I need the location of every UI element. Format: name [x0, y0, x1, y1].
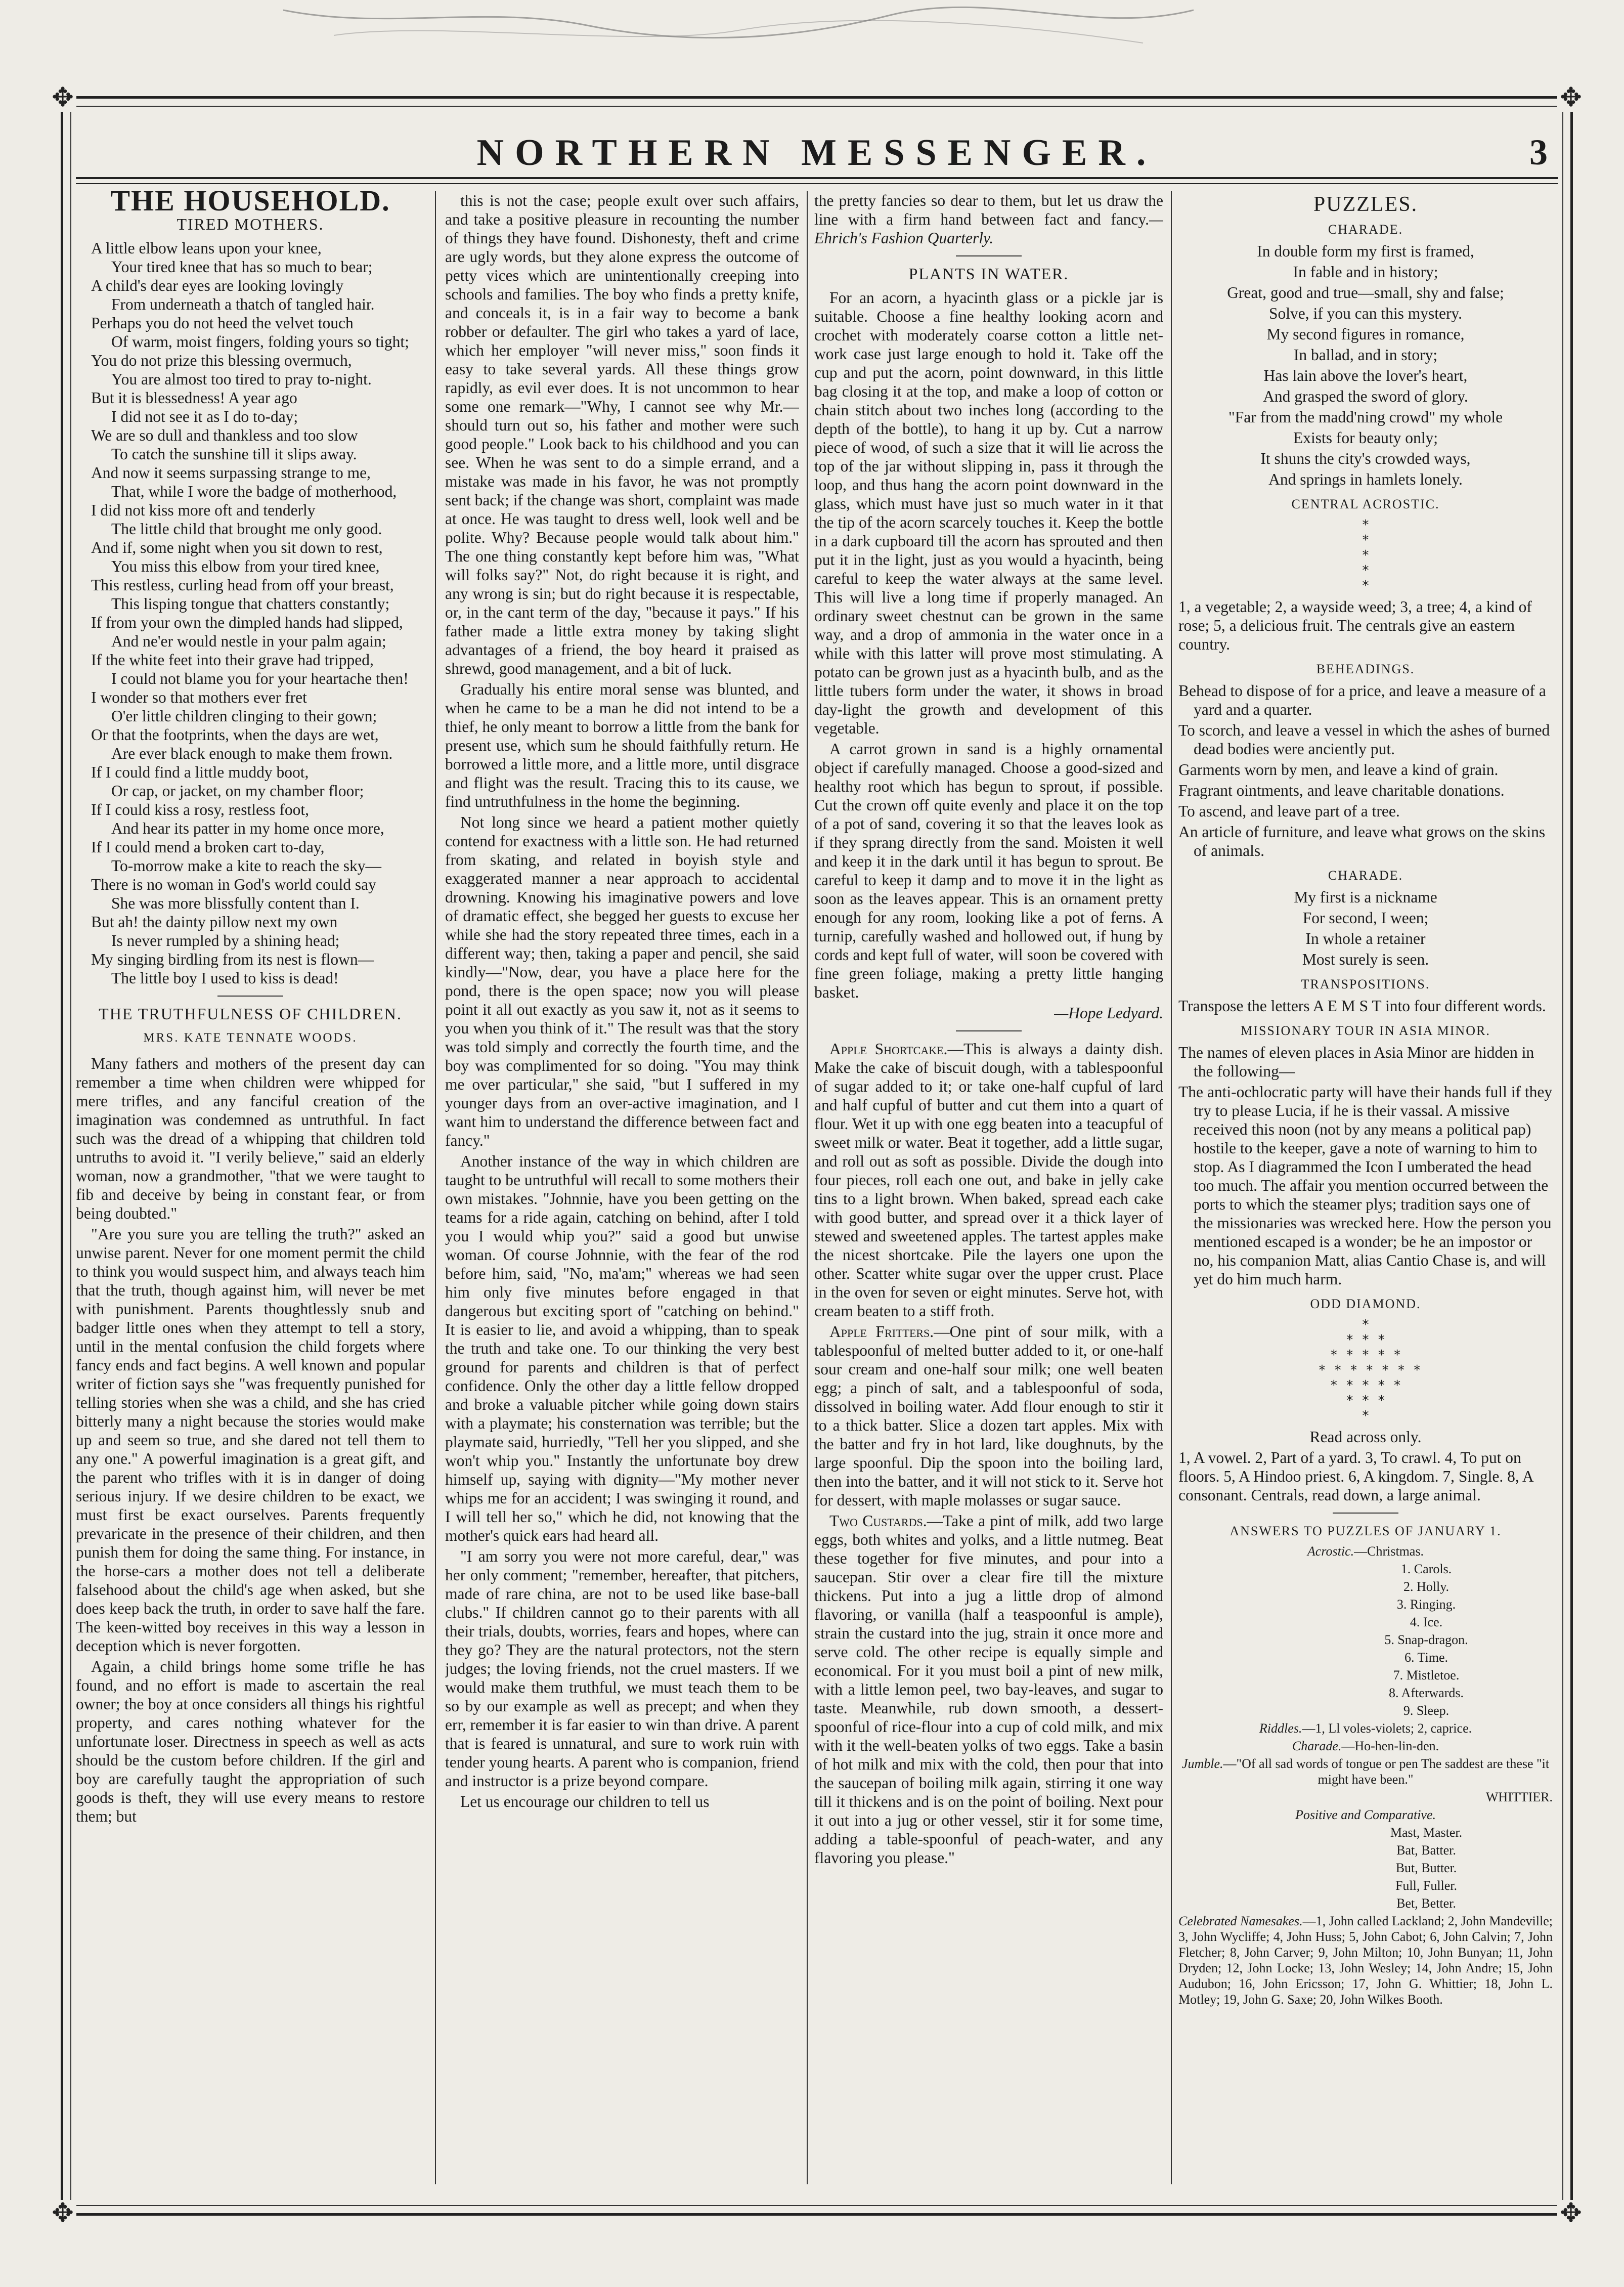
poem-line: But ah! the dainty pillow next my own [91, 913, 338, 931]
poem-line: This lisping tongue that chatters constantly; [111, 595, 390, 613]
acrostic-answer-list [1178, 1561, 1553, 1718]
poem-line: You do not prize this blessing overmuch, [91, 352, 352, 369]
verse-line: Great, good and true—small, shy and false; [1227, 284, 1504, 301]
verse-line: In double form my first is framed, [1257, 242, 1474, 260]
poem-line: She was more blissfully content than I. [111, 894, 360, 912]
verse-line: Exists for beauty only; [1293, 429, 1438, 447]
answer-item: 7. Mistletoe. [1393, 1668, 1460, 1682]
answer-item: 8. Afterwards. [1388, 1686, 1464, 1700]
poem-line: I wonder so that mothers ever fret [91, 688, 307, 706]
poem-line: The little boy I used to kiss is dead! [111, 969, 339, 987]
poem-line: If I could find a little muddy boot, [91, 763, 309, 781]
recipe-text: —Take a pint of milk, add two large eggs, both whites and yolks, and a little nutmeg. Beat these together for five minutes, and pour into a saucepan. Stir over a clear fire till the mixture thickens. Put into a jug a little drop of almond flavoring, or vanilla (half a teaspoonful is ample), strain the custard into the jug, strain it once more and serve cold. The other recipe is equally simple and economical. For it you must boil a pint of new milk, with a little lemon peel, two bay-leaves, and sugar to taste. Meanwhile, rub down smooth, a dessert-spoonful of rice-flour into a cup of cold milk, and mix with it the well-beaten yolks of two eggs. Take a basin of hot milk and mix with the cold, then pour that into the saucepan of boiling milk again, stirring it one way till it thickens and is on the point of boiling. Next pour it out into a jug or other vessel, stir it for some time, adding a table-spoonful of peach-water, and any flavoring you please." [814, 1512, 1163, 1867]
poem-line: If I could mend a broken cart to-day, [91, 838, 325, 856]
poem-line: Or cap, or jacket, on my chamber floor; [111, 782, 364, 800]
page-number: 3 [1529, 132, 1548, 172]
recipe-text: —This is always a dainty dish. Make the cake of biscuit dough, with a tablespoonful of sugar added to it; or take one-half cupful of lard and half cupful of butter and cut them into a quart of flour. Wet it up with one egg beaten into a teacupful of sweet milk or water. Beat it together, add a little sugar, and roll out as soft as possible. Divide the dough into four pieces, roll each one out, and bake in jelly cake tins to a light brown. When baked, spread each cake with good butter, and spread over it a thick layer of stewed and sweetened apples. The tartest apples make the nicest shortcake. Pile the layers one upon the other. Scatter white sugar over the upper crust. Place in the oven for seven or eight minutes. Serve hot, with cream beaten to a stiff froth. [814, 1040, 1163, 1320]
verse-line: Solve, if you can this mystery. [1268, 305, 1463, 322]
corner-ornament-icon: ✥ [1557, 84, 1585, 112]
paragraph: Another instance of the way in which children are taught to be untruthful will recall to some mothers their own mistakes. "Johnnie, have you been getting on the teams for a ride again, catching on behind, after I told you I would whip you?" said a good but unwise woman. Of course Johnnie, with the fear of the rod before him, said, "No, ma'am;" whereas we had seen him only five minutes before engaged in that dangerous but exciting sport of "catching on behind." It is easier to lie, and avoid a whipping, than to speak the truth and take one. To our thinking the very best ground for parents and children is that of perfect confidence. Only the other day a little fellow dropped and broke a valuable pitcher while going down stairs with a playmate; his consternation was terrible; but the playmate said, hurriedly, "Tell her you slipped, and she won't whip you." Instantly the unfortunate boy drew himself up, saying with dignity—"My mother never whips me for an accident; I was swinging it round, and I will tell her so," which he did, not knowing that the mother's quick ears had heard all. [445, 1152, 799, 1544]
poem-line: If from your own the dimpled hands had slipped, [91, 614, 403, 631]
paragraph: The names of eleven places in Asia Minor are hidden in the following— [1178, 1044, 1534, 1080]
transpositions-heading: TRANSPOSITIONS. [1301, 977, 1430, 991]
missionary-heading: MISSIONARY TOUR IN ASIA MINOR. [1241, 1023, 1490, 1038]
paragraph: For an acorn, a hyacinth glass or a pickle jar is suitable. Choose a fine healthy looking acorn and crochet with moderately coarse cotton a little net-work case just large enough to hold it. Take off the cup and put the acorn, point downward, in this little bag closing it at the top, and make a loop of cotton or chain stitch about two inches long (according to the depth of the bottle), to hang it up by. Cut a narrow piece of wood, of such a size that it will lie across the top of the jar without slipping in, pass it through the loop, and thus hang the acorn point downward in the glass, which must have just so much water in it that the tip of the acorn scarcely touches it. Keep the bottle in a dark cupboard till the acorn has sprouted and then put it in the light, just as you would a hyacinth, being careful to keep the water always at the same level. This will live a long time if properly managed. An ordinary sweet chestnut can be grown in the same way, and a drop of ammonia in the water once in a while with this latter will prove most stimulating. A potato can be grown just as a hyacinth bulb, and as the little tubers form under the water, it shows in broad day-light the growth and development of this vegetable. [814, 289, 1163, 737]
beheading-clue: To scorch, and leave a vessel in which the ashes of burned dead bodies were anciently put. [1178, 721, 1550, 758]
paragraph: Gradually his entire moral sense was blunted, and when he came to be a man he did not intend to be a thief, he only meant to borrow a little from the bank for present use, which sum he should faithfully return. He borrowed a little more, and a little more, until disgrace and flight was the result. Tracing this to its cause, we find untruthfulness in the home the beginning. [445, 680, 799, 810]
plants-article [814, 288, 1163, 1002]
section-title: THE HOUSEHOLD. [110, 191, 390, 217]
poem-title: TIRED MOTHERS. [177, 215, 324, 233]
beheading-clue: Garments worn by men, and leave a kind of grain. [1178, 761, 1499, 779]
poem-line: Or that the footprints, when the days are wet, [91, 726, 379, 744]
missionary-text [1178, 1043, 1553, 1288]
article-body-continued [445, 191, 799, 1811]
diamond-clues: 1, A vowel. 2, Part of a yard. 3, To crawl. 4, To put on floors. 5, A Hindoo priest. 6, A kingdom. 7, Single. 8, A consonant. Centrals, read down, a large animal. [1178, 1449, 1533, 1504]
article-conclusion: the pretty fancies so dear to them, but let us draw the line with a firm hand between fact and fancy.—Ehrich's Fashion Quarterly. [814, 192, 1163, 247]
column-3 [814, 191, 1163, 2184]
plants-signature: —Hope Ledyard. [1054, 1004, 1163, 1022]
acrostic-heading: CENTRAL ACROSTIC. [1291, 497, 1440, 511]
verse-line: It shuns the city's crowded ways, [1260, 450, 1471, 467]
column-2 [445, 191, 799, 2184]
poem-line: And ne'er would nestle in your palm again; [111, 632, 386, 650]
poem-line: A child's dear eyes are looking lovingly [91, 277, 344, 294]
separator [956, 1030, 1022, 1031]
poem-line: But it is blessedness! A year ago [91, 389, 297, 407]
poem-line: From underneath a thatch of tangled hair. [111, 295, 375, 313]
poem-line: I did not see it as I do to-day; [111, 408, 298, 425]
beheading-clue: To ascend, and leave part of a tree. [1178, 802, 1400, 820]
beheadings-list [1178, 681, 1553, 860]
answer-item: 2. Holly. [1403, 1579, 1450, 1594]
beheading-clue: Fragrant ointments, and leave charitable donations. [1178, 782, 1505, 799]
article-body [76, 1054, 425, 1826]
recipe [814, 1322, 1163, 1509]
poem-line: The little child that brought me only good. [111, 520, 382, 538]
answer-item: 5. Snap-dragon. [1384, 1632, 1468, 1647]
poem-line: You miss this elbow from your tired knee, [111, 557, 380, 575]
recipe [814, 1040, 1163, 1320]
answer-item: 3. Ringing. [1396, 1597, 1456, 1612]
beheading-clue: An article of furniture, and leave what grows on the skins of animals. [1178, 823, 1546, 859]
answers: Acrostic.—Christmas. 1. Carols. 2. Holly. 3. Ringing. 4. Ice. 5. Snap-dragon. 6. Time. 7. Mistletoe. 8. Afterwards. 9. Sleep. Riddles.—1, Ll voles-violets; 2, caprice. Charade.—Ho-hen-lin-den. Jumble.—"Of all sad words of tongue or pen The saddest are these "it might have been." WHITTIER. Positive and Comparative. Mast, Master. Bat, Batter. But, Butter. Full, Fuller. Bet, Better. Celebrated Namesakes.—1, John called Lackland; 2, John Mandeville; 3, John Wycliffe; 4, John Huss; 5, John Cabot; 6, John Calvin; 7, John Fletcher; 8, John Carver; 9, John Milton; 10, John Bunyan; 11, John Dryden; 12, John Locke; 13, John Wesley; 14, John Andre; 15, John Audubon; 16, John Ericsson; 17, John G. Whittier; 18, John L. Motley; 19, John G. Saxe; 20, John Wilkes Booth. [1178, 1544, 1553, 2007]
recipe-title: Apple Fritters. [829, 1323, 934, 1341]
corner-ornament-icon: ✥ [49, 2200, 76, 2227]
plants-title: PLANTS IN WATER. [908, 265, 1069, 283]
recipes [814, 1040, 1163, 1867]
answer-item: Full, Fuller. [1395, 1878, 1458, 1893]
answer-item: Bat, Batter. [1396, 1843, 1456, 1858]
top-edge-bleed [283, 0, 1194, 56]
answer-item: Mast, Master. [1390, 1825, 1463, 1840]
verse-line: For second, I ween; [1302, 909, 1429, 927]
paragraph: this is not the case; people exult over such affairs, and take a positive pleasure in recounting the number of things they have found. Dishonesty, theft and crime are ugly words, but they alone express the outcome of petty vices which are unintentionally creeping into schools and families. The boy who finds a pretty knife, and conceals it, is in a fair way to become a bank robber or defaulter. The girl who takes a yard of lace, which her employer "will never miss," soon finds it easy to take several yards. All these things grow rapidly, as evil ever does. It is not uncommon to hear some one remark—"Why, I cannot see why Mr.— should turn out so, his father and mother were such good people." Look back to his childhood and you can see. When he was sent to do a simple errand, and a mistake was made in his favor, he was not promptly sent back; if the change was short, complaint was made at once. He was taught to dress well, look well and be polite. Why? Because people would talk about him." The one thing constantly kept before him was, "What will folks say?" Not, do right because it is right, and any wrong is sin; but do right because it is respectable, or, in the cant term of the day, "because it pays." If his father made a little extra money by taking slight advantages of a friend, the boy heard it praised as shrewd, good management, and a bit of luck. [445, 192, 799, 677]
column-4 [1178, 191, 1553, 2184]
paragraph: Not long since we heard a patient mother quietly contend for exactness with a little son. He had returned from skating, and related in boyish style and exaggerated manner a near approach to accidental drowning. Knowing his imaginative powers and love of dramatic effect, she begged her guests to excuse her while she had the story repeated three times, each in a different way; then, taking a paper and pencil, she said kindly—"Now, dear, you have a place here for the pond, there is the open space; now you will please point it all out exactly as you saw it, not as it seems to you when you think of it." The result was that the story was told simply and correctly the fourth time, and the boy was complimented for so doing. "You may think me over particular," she said, "but I suffered in my younger days from an over-active imagination, and I want him to understand the difference between fact and fancy." [445, 813, 799, 1149]
transpositions-text: Transpose the letters A E M S T into four different words. [1178, 997, 1546, 1015]
verse-line: In whole a retainer [1305, 930, 1426, 947]
poem-line: My singing birdling from its nest is flown— [91, 951, 374, 968]
recipe-text: —One pint of sour milk, with a tablespoonful of melted butter added to it, or one-half sour cream and one-half sour milk; one well beaten egg; a pinch of salt, and a tablespoonful of soda, dissolved in boiling water. Add flour enough to stir it to a thick batter. Slice a dozen tart apples. Mix with the batter and fry in hot lard, like doughnuts, by the large spoonful. Dip the spoon into the boiling lard, then into the batter, and it will not stick to it. Serve hot for dessert, with maple molasses or sugar sauce. [814, 1323, 1163, 1509]
answer-item: 9. Sleep. [1403, 1703, 1450, 1718]
poem-line: I could not blame you for your heartache then! [111, 670, 409, 687]
answers-heading: ANSWERS TO PUZZLES OF JANUARY 1. [1230, 1524, 1502, 1538]
masthead-rule-thin [76, 183, 1558, 184]
poem-line: Are ever black enough to make them frown. [111, 745, 393, 762]
column-divider [435, 191, 436, 2184]
poem-line: And hear its patter in my home once more, [111, 819, 384, 837]
verse-line: And springs in hamlets lonely. [1268, 470, 1463, 488]
diamond-note: Read across only. [1309, 1428, 1422, 1446]
beheading-clue: Behead to dispose of for a price, and leave a measure of a yard and a quarter. [1178, 682, 1546, 718]
paragraph: Again, a child brings home some trifle he has found, and no effort is made to ascertain the real owner; the boy at once considers all things his rightful property, and cares nothing whatever for the unfortunate loser. Directness in speech as well as acts should be the custom before children. If the girl and boy are carefully taught the appropriation of such goods is theft, they will use every means to restore them; but [76, 1658, 425, 1825]
masthead [76, 132, 1558, 177]
verse-line: Most surely is seen. [1302, 951, 1429, 968]
positive-answer-list [1178, 1825, 1553, 1911]
diamond-heading: ODD DIAMOND. [1310, 1297, 1421, 1311]
poem-line: Perhaps you do not heed the velvet touch [91, 314, 354, 332]
answer-item: 4. Ice. [1410, 1615, 1443, 1629]
charade-verse [1178, 242, 1553, 489]
paragraph: A carrot grown in sand is a highly ornamental object if carefully managed. Choose a good-sized and healthy root which has begun to sprout, if possible. Cut the crown off quite evenly and place it on the top of a pot of sand, covering it so that the leaves look as if they sprang directly from the sand. Moisten it well and keep it in the dark until it has begun to sprout. Be careful to keep it damp and to move it in the light as soon as the leaves appear. This is an ornament pretty enough for any room, looking like a pot of ferns. A turnip, carefully washed and hollowed out, if hung by cords and kept full of water, will soon be covered with fine green foliage, making a pretty little hanging basket. [814, 740, 1163, 1001]
poem-line: And if, some night when you sit down to rest, [91, 539, 383, 556]
article-byline: MRS. KATE TENNATE WOODS. [143, 1031, 358, 1045]
poem-line: And now it seems surpassing strange to me, [91, 464, 371, 482]
answer-item: 6. Time. [1404, 1650, 1448, 1665]
column-divider [1171, 191, 1172, 2184]
poem-line: If the white feet into their grave had tripped, [91, 651, 374, 669]
verse-line: My first is a nickname [1294, 888, 1437, 906]
poem-tired-mothers [76, 239, 425, 987]
paragraph: Many fathers and mothers of the present day can remember a time when children were whipped for mere trifles, and any fanciful creation of the imagination was condemned as untruthful. In fact such was the dread of a whipping that children told untruths to avoid it. "I verily believe," said an elderly woman, now a grandmother, "that we were taught to fib and deceive by being in constant fear, or from being doubted." [76, 1055, 425, 1222]
paragraph: "Are you sure you are telling the truth?" asked an unwise parent. Never for one moment permit the child to think you would suspect him, and always teach him that the truth, though against him, will never be met with punishment. Parents thoughtlessly snub and badger little ones when they attempt to tell a story, until in the mental confusion the child forgets where fancy ends and fact begins. A well known and popular writer of fiction says she "was frequently punished for telling stories when she was a child, and she has cried bitterly many a night because the stories would make up and seem so true, and she dared not tell them to any one." A powerful imagination is a great gift, and the parent who trifles with it is in danger of doing serious injury. If we desire children to be exact, we must first be exact ourselves. Parents frequently prevaricate in the presence of their children, and then punish them for doing the same thing. For instance, in the horse-cars a mother does not tell a deliberate falsehood about the child's age when asked, but she does keep back the truth, in order to save half the fare. The keen-witted boy receives in this way a lesson in deception which is never forgotten. [76, 1225, 425, 1655]
poem-line: I did not kiss more oft and tenderly [91, 501, 316, 519]
poem-line: There is no woman in God's world could say [91, 876, 376, 893]
acrostic-clues: 1, a vegetable; 2, a wayside weed; 3, a tree; 4, a kind of rose; 5, a delicious fruit. The centrals give an eastern country. [1178, 598, 1532, 653]
paragraph: Let us encourage our children to tell us [460, 1793, 710, 1810]
poem-line: That, while I wore the badge of motherhood, [111, 483, 397, 500]
poem-line: O'er little children clinging to their gown; [111, 707, 377, 725]
acrostic-diagram: * * * * * [1362, 517, 1370, 593]
verse-line: In ballad, and in story; [1293, 346, 1438, 364]
poem-line: Is never rumpled by a shining head; [111, 932, 340, 950]
paragraph: The anti-ochlocratic party will have their hands full if they try to please Lucia, if he is their vassal. A missive received this noon (not by any means a political pap) hostile to the keeper, gave a note of warning to him to stop. As I diagrammed the Icon I umberated the head too much. The affair you mention occurred between the ports to which the steamer plys; tradition says one of the missionaries was wrecked here. How the person you mentioned escaped is a wonder; be he an impostor or no, his companion Matt, alias Cantio Chase is, and will yet do him much harm. [1178, 1083, 1553, 1288]
answer-item: 1. Carols. [1400, 1562, 1452, 1576]
charade2-heading: CHARADE. [1328, 868, 1403, 883]
masthead-rule [76, 177, 1558, 179]
corner-ornament-icon: ✥ [1557, 2200, 1585, 2227]
paragraph: "I am sorry you were not more careful, dear," was her only comment; "remember, hereafter, that pitchers, made of rare china, are not to be used like base-ball clubs." If children cannot go to their parents with all their trials, doubts, worries, fears and hopes, where can they go? They are the natural protectors, not the stern judges; the loving friends, not the cruel masters. If we would make them truthful, we must teach them to be so by our example as well as precept; and when they err, remember it is far easier to win than drive. A parent that is feared is unnatural, and sure to work ruin with tender young hearts. A parent who is companion, friend and instructor is a prize beyond compare. [445, 1547, 799, 1790]
answer-item: But, Butter. [1395, 1861, 1457, 1875]
separator [217, 996, 283, 997]
poem-line: To-morrow make a kite to reach the sky— [111, 857, 381, 875]
poem-line: This restless, curling head from off your breast, [91, 576, 394, 594]
verse-line: In fable and in history; [1293, 263, 1438, 281]
charade2-verse [1178, 888, 1553, 969]
recipe [814, 1512, 1163, 1867]
verse-line: My second figures in romance, [1266, 325, 1465, 343]
poem-line: To catch the sunshine till it slips away. [111, 445, 357, 463]
verse-line: Has lain above the lover's heart, [1263, 367, 1468, 384]
recipe-title: Apple Shortcake. [829, 1040, 948, 1058]
poem-line: We are so dull and thankless and too slow [91, 426, 358, 444]
poem-line: Your tired knee that has so much to bear; [111, 258, 373, 276]
charade-heading: CHARADE. [1328, 222, 1403, 237]
column-1 [76, 191, 425, 2184]
newspaper-title: NORTHERN MESSENGER. [476, 132, 1157, 174]
corner-ornament-icon: ✥ [49, 84, 76, 112]
puzzles-title: PUZZLES. [1313, 193, 1418, 216]
poem-line: You are almost too tired to pray to-night. [111, 370, 372, 388]
verse-line: "Far from the madd'ning crowd" my whole [1228, 408, 1503, 426]
verse-line: And grasped the sword of glory. [1263, 387, 1468, 405]
column-divider [807, 191, 808, 2184]
recipe-title: Two Custards. [829, 1512, 927, 1530]
poem-line: Of warm, moist fingers, folding yours so tight; [111, 333, 409, 351]
article-title: THE TRUTHFULNESS OF CHILDREN. [99, 1005, 402, 1023]
answer-item: Bet, Better. [1396, 1896, 1456, 1911]
diamond-diagram: * * * * * * * * * * * * * * * * * * * * * * * * * [1318, 1317, 1421, 1423]
poem-line: A little elbow leans upon your knee, [91, 239, 322, 257]
separator [1333, 1513, 1398, 1514]
separator [956, 255, 1022, 256]
beheadings-heading: BEHEADINGS. [1316, 662, 1415, 676]
poem-line: If I could kiss a rosy, restless foot, [91, 801, 310, 818]
